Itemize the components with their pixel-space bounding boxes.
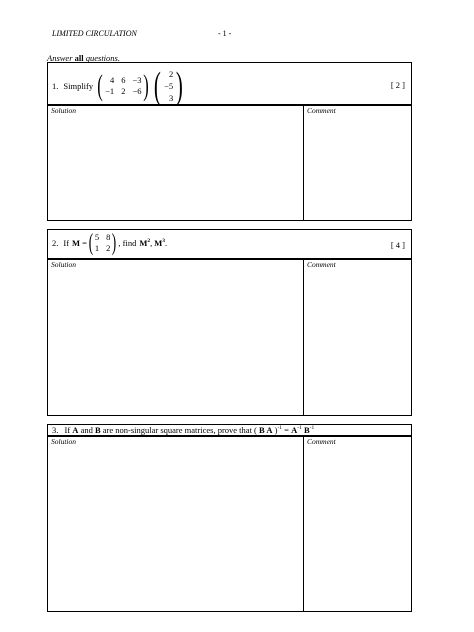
page-number: - 1 - [218, 29, 232, 38]
q2-m-a: M [139, 238, 148, 248]
question-1-answer-area [47, 105, 412, 221]
instructions-before: Answer [47, 53, 73, 63]
q1-v-1: −5 [164, 81, 174, 91]
q1-m-0: 4 [109, 75, 115, 85]
question-2-text [52, 231, 167, 255]
question-1-text [52, 67, 186, 105]
answer-divider [303, 260, 304, 415]
question-1-prompt: Simplify [63, 81, 94, 91]
header-circulation: LIMITED CIRCULATION [52, 29, 137, 38]
instructions-after: questions. [85, 53, 120, 63]
q2-matrix-right-paren: ) [112, 230, 117, 256]
solution-label: Solution [51, 437, 77, 446]
q1-m-5: −6 [132, 86, 142, 96]
q1-vector-grid [164, 69, 173, 103]
comment-label: Comment [307, 437, 336, 446]
question-3-answer-area [47, 436, 412, 612]
answer-divider [303, 437, 304, 611]
q1-m-1: 6 [121, 75, 126, 85]
q2-m-0: 5 [94, 232, 100, 242]
question-2-box [47, 229, 412, 259]
q3-inv-3: -1 [309, 425, 315, 432]
q1-matrix-grid [105, 76, 141, 96]
q2-m-1: 8 [106, 232, 111, 242]
q2-var-m: M [72, 238, 81, 248]
q3-and: and [80, 425, 93, 435]
q3-inv-1: -1 [277, 425, 283, 432]
q3-inv-2: -1 [297, 425, 302, 432]
q3-rhs-a: A [291, 425, 298, 435]
question-2-answer-area [47, 259, 412, 416]
solution-label: Solution [51, 260, 77, 269]
question-3-number: 3. [52, 425, 59, 435]
question-3-box [47, 424, 412, 436]
q3-if: If [64, 425, 71, 435]
q2-m-3: 2 [106, 243, 111, 253]
question-3-text [52, 425, 314, 435]
q1-m-4: 2 [121, 86, 126, 96]
q3-mid: are non-singular square matrices, prove that ( [102, 425, 257, 435]
q2-m-cubed [154, 238, 168, 248]
q3-eq: = [284, 425, 289, 435]
q1-v-0: 2 [168, 69, 174, 79]
q2-sep: , [150, 238, 153, 248]
q3-rhs-b: B [303, 425, 310, 435]
answer-divider [303, 106, 304, 220]
q2-m-b: M [154, 238, 163, 248]
instructions-bold: all [74, 53, 84, 63]
q2-if: If [63, 238, 70, 248]
q3-b: B [94, 425, 101, 435]
q2-m-2: 1 [94, 243, 100, 253]
q3-close: ) [274, 425, 278, 435]
q2-matrix-grid [95, 233, 111, 253]
comment-label: Comment [307, 260, 336, 269]
q1-m-3: −1 [105, 86, 115, 96]
question-1-number: 1. [52, 81, 59, 91]
q2-equals: = [82, 238, 87, 248]
q2-m-squared [139, 238, 153, 248]
q1-vector [151, 67, 185, 105]
q2-pow2: 2 [147, 238, 151, 245]
question-2-number: 2. [52, 238, 59, 248]
solution-label: Solution [51, 106, 77, 115]
q1-matrix-left-paren: ( [97, 69, 103, 102]
q1-vector-left-paren: ( [154, 65, 162, 107]
question-2-marks: [ 4 ] [390, 240, 405, 250]
q3-ba: B A [259, 425, 273, 435]
q1-vector-right-paren: ) [176, 65, 183, 107]
q2-find: , find [118, 238, 137, 248]
q2-matrix [87, 231, 119, 255]
comment-label: Comment [307, 106, 336, 115]
q1-m-2: −3 [132, 75, 142, 85]
q1-matrix-right-paren: ) [143, 69, 150, 102]
q1-matrix [95, 71, 151, 101]
question-1-marks: [ 2 ] [390, 80, 405, 90]
q1-v-2: 3 [168, 93, 174, 103]
question-1-box [47, 62, 412, 105]
q2-end: . [165, 238, 168, 248]
q2-pow3: 3 [162, 238, 166, 245]
q2-matrix-left-paren: ( [88, 230, 94, 256]
q3-a: A [72, 425, 79, 435]
